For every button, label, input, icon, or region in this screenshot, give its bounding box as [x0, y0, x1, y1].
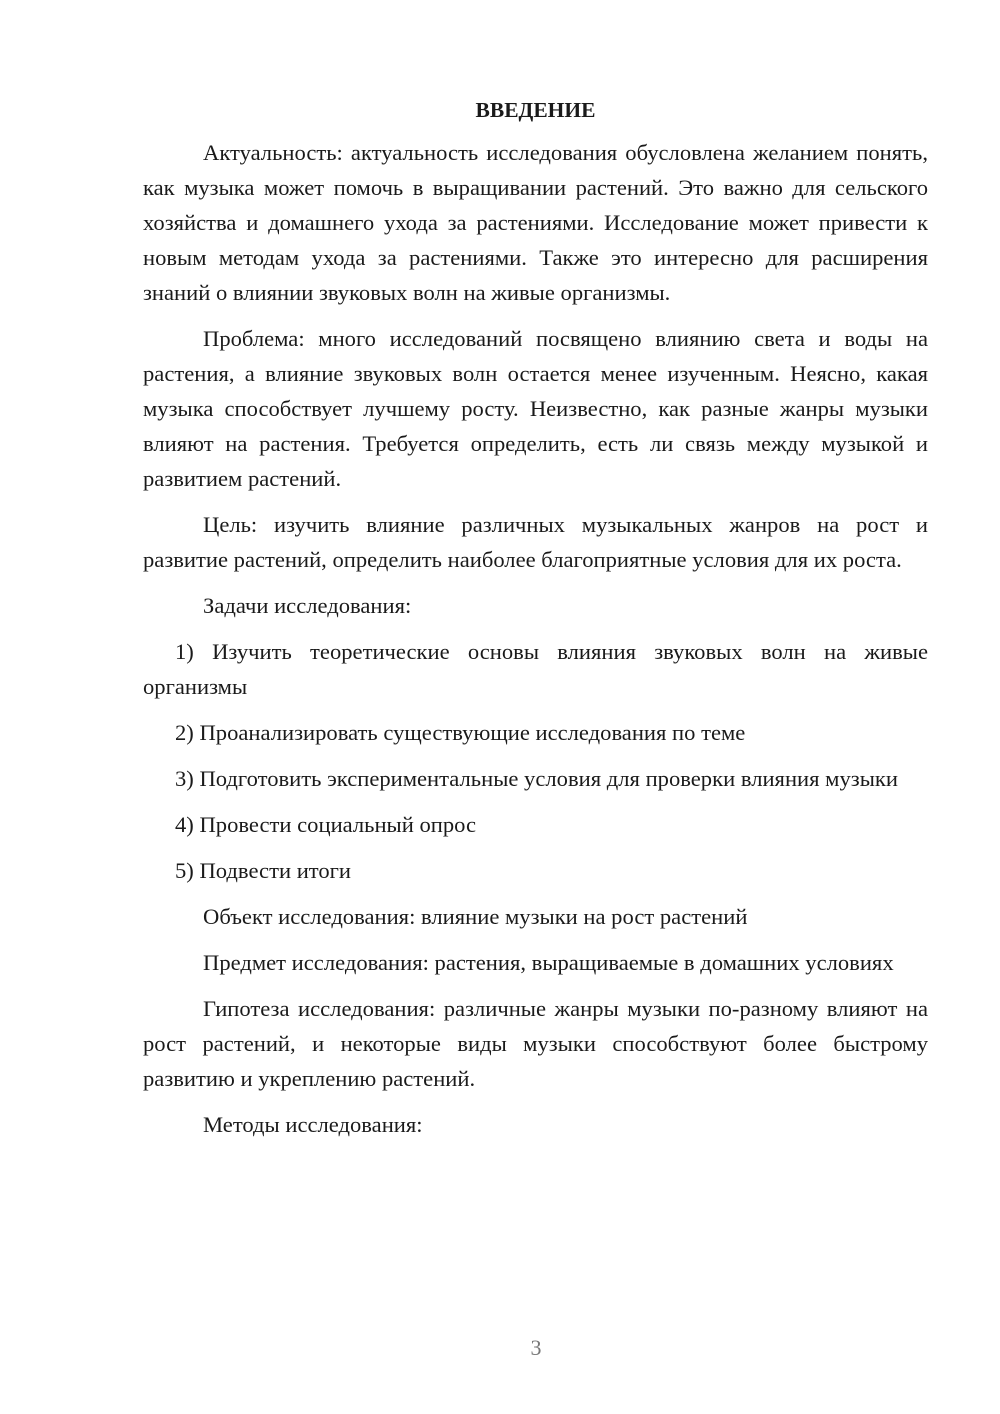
- page-number: 3: [530, 1335, 542, 1360]
- tasks-heading: Задачи исследования:: [203, 593, 412, 618]
- problem-paragraph: Проблема: много исследований посвящено влиянию света и воды на растения, а влияние звуковых волн остается менее изученным. Неясно, какая музыка способствует лучшему росту. Неизвестно, как разные жанры музыки влияют на растения. Требуется определить, есть ли связь между музыкой и развитием растений.: [143, 326, 928, 491]
- task-item-3: 3) Подготовить экспериментальные условия для проверки влияния музыки: [175, 766, 898, 791]
- object-paragraph: Объект исследования: влияние музыки на рост растений: [203, 904, 748, 929]
- relevance-paragraph: Актуальность: актуальность исследования обусловлена желанием понять, как музыка может помочь в выращивании растений. Это важно для сельского хозяйства и домашнего ухода за растениями. Исследование может привести к новым методам ухода за растениями. Также это интересно для расширения знаний о влиянии звуковых волн на живые организмы.: [143, 140, 928, 305]
- task-item-4: 4) Провести социальный опрос: [175, 812, 477, 837]
- hypothesis-paragraph: Гипотеза исследования: различные жанры музыки по-разному влияют на рост растений, и некоторые виды музыки способствуют более быстрому развитию и укреплению растений.: [143, 996, 928, 1091]
- task-item-1: 1) Изучить теоретические основы влияния звуковых волн на живые организмы: [143, 639, 928, 699]
- task-item-5: 5) Подвести итоги: [175, 858, 352, 883]
- document-page: [143, 96, 928, 1153]
- goal-paragraph: Цель: изучить влияние различных музыкальных жанров на рост и развитие растений, определить наиболее благоприятные условия для их роста.: [143, 512, 928, 572]
- methods-heading: Методы исследования:: [203, 1112, 423, 1137]
- task-item-2: 2) Проанализировать существующие исследования по теме: [175, 720, 746, 745]
- section-title: ВВЕДЕНИЕ: [475, 98, 596, 122]
- subject-paragraph: Предмет исследования: растения, выращиваемые в домашних условиях: [203, 950, 894, 975]
